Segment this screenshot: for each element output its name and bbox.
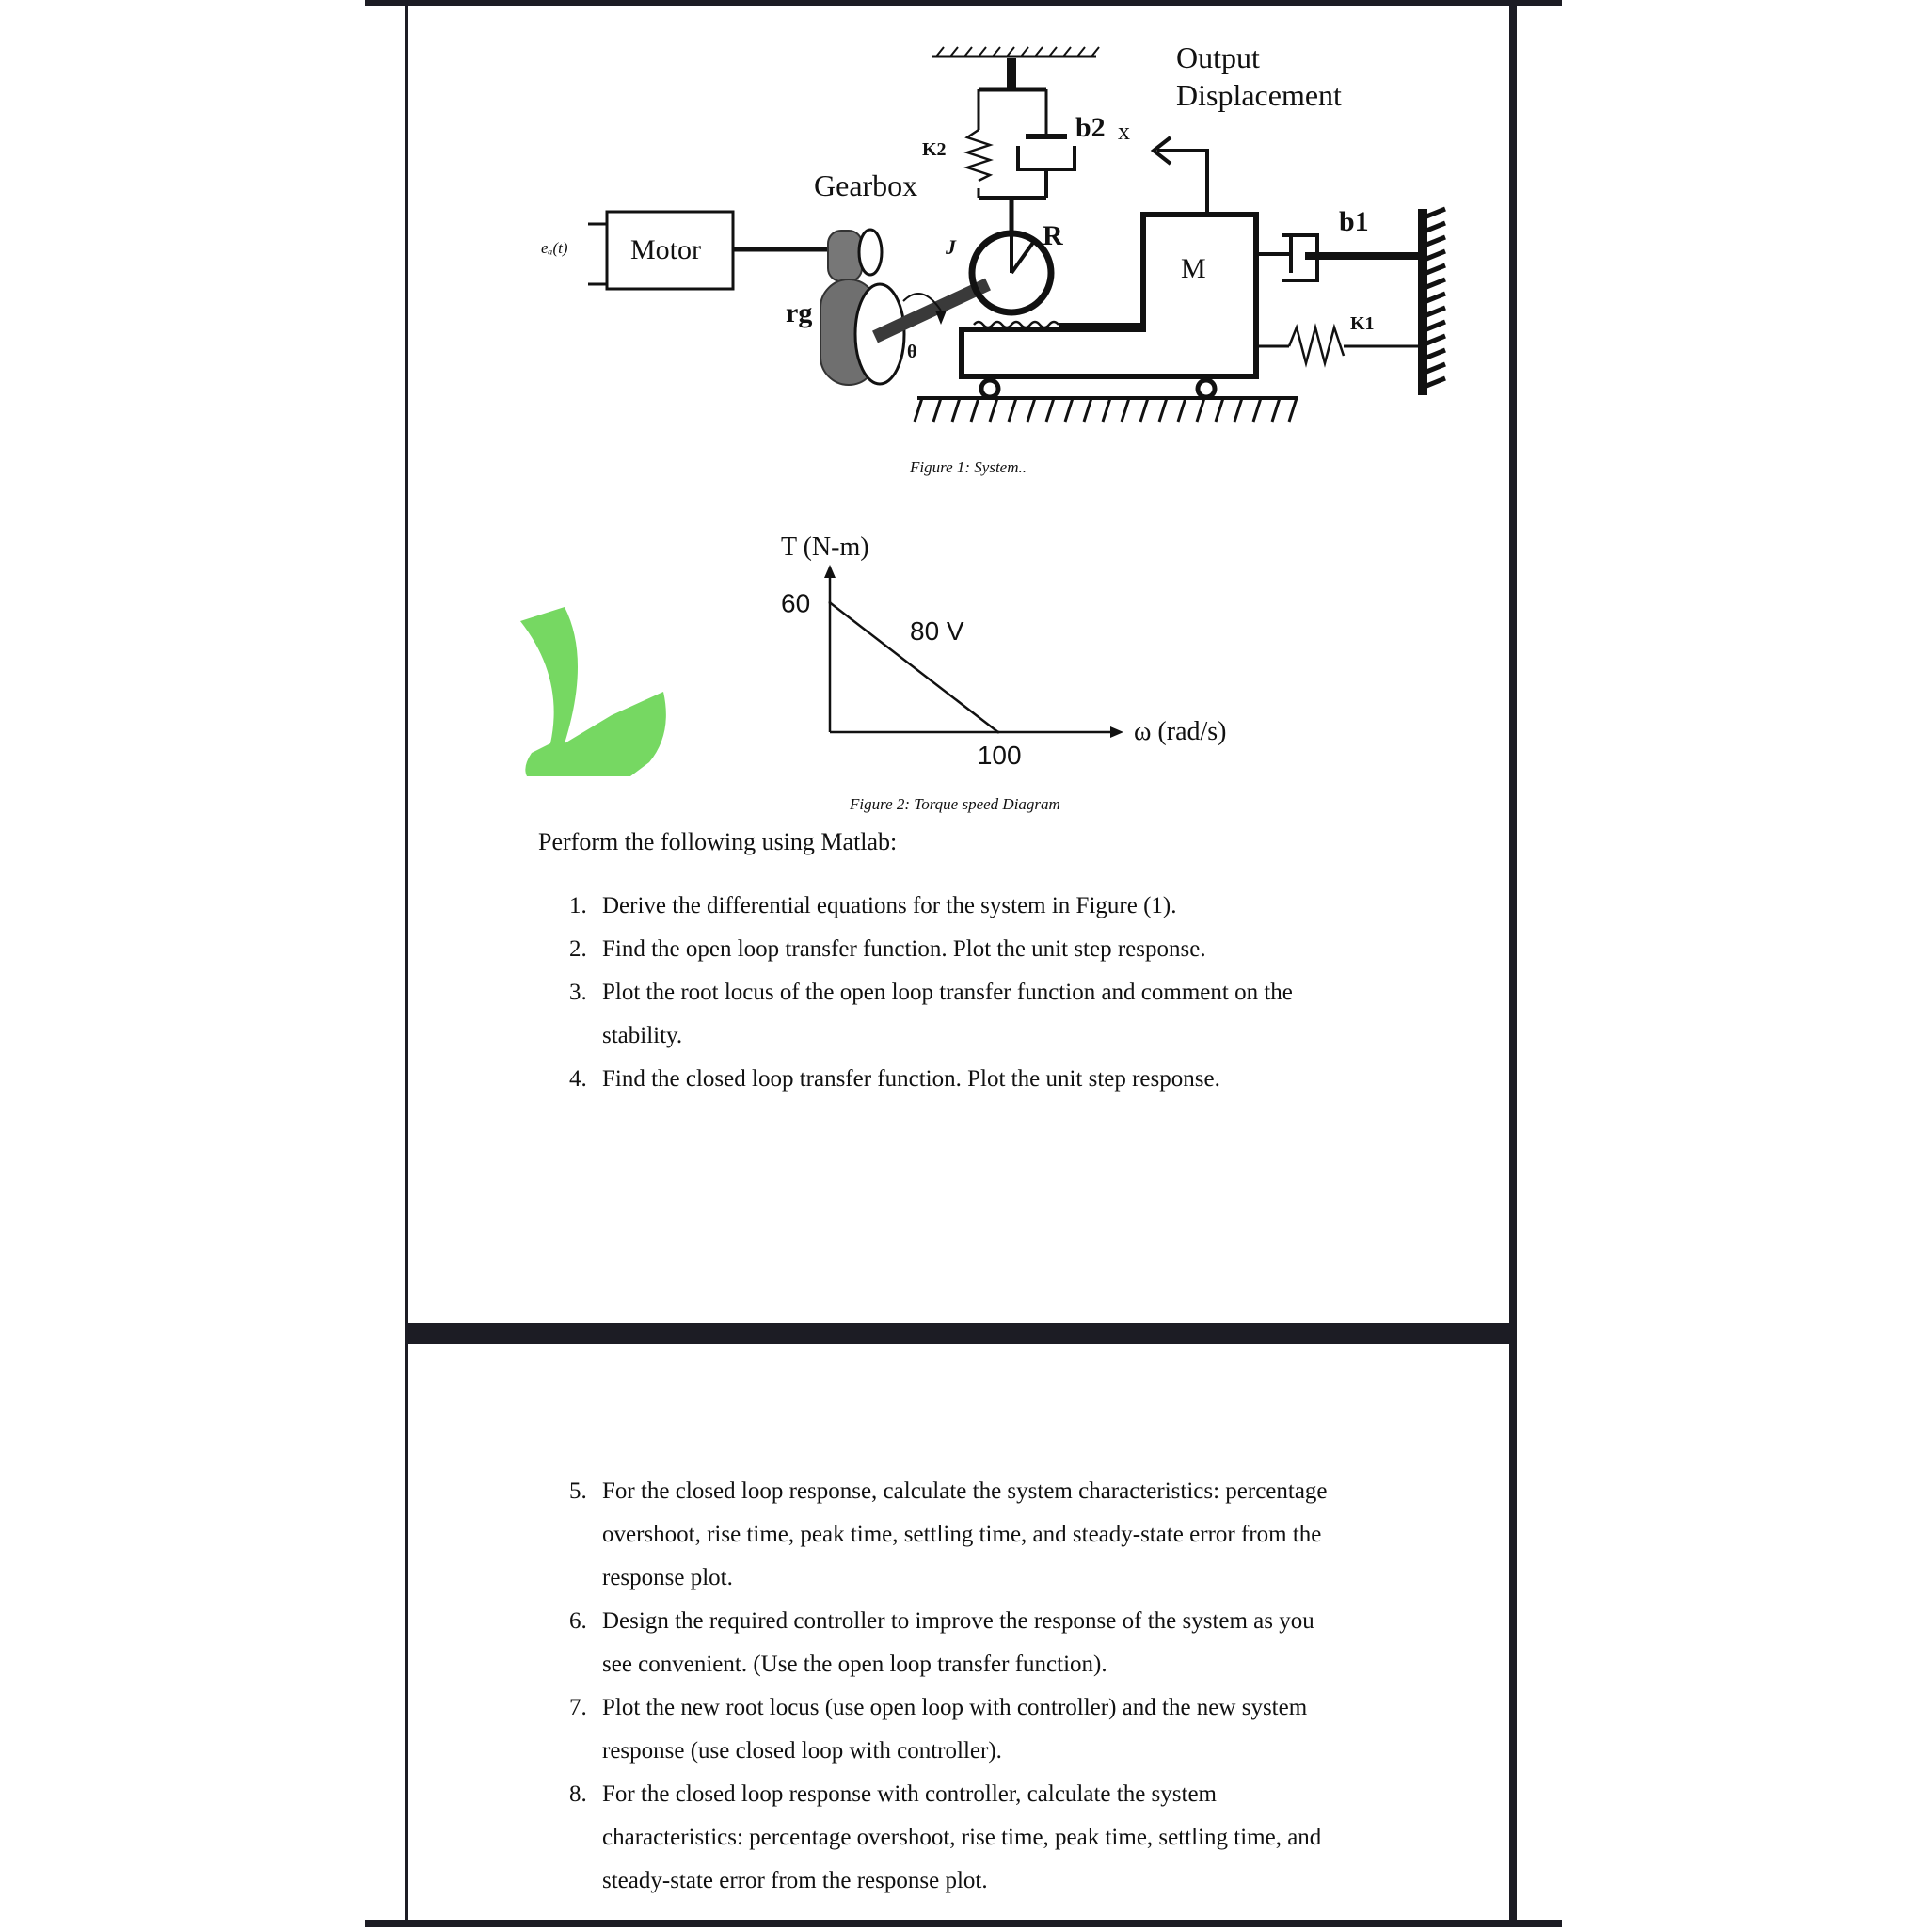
task-text-line: steady-state error from the response plot.	[602, 1868, 988, 1893]
task-number: 6.	[569, 1608, 587, 1634]
x-label: x	[1118, 118, 1130, 145]
figure-1-caption: Figure 1: System..	[910, 458, 1027, 476]
task-number: 1.	[569, 893, 587, 918]
task-text-line: Design the required controller to improve the response of the system as you	[602, 1608, 1314, 1634]
chart-y-label: T (N-m)	[781, 533, 869, 562]
chart-data-point	[829, 601, 832, 604]
task-text-line: characteristics: percentage overshoot, rise time, peak time, settling time, and	[602, 1825, 1322, 1850]
chart-x-label: ω (rad/s)	[1134, 717, 1227, 746]
figure-2-caption: Figure 2: Torque speed Diagram	[850, 795, 1060, 813]
instructions-intro: Perform the following using Matlab:	[538, 828, 898, 855]
task-number: 8.	[569, 1781, 587, 1807]
task-text-line: For the closed loop response, calculate the system characteristics: percentage	[602, 1478, 1328, 1504]
chart-series-annotation: 80 V	[910, 616, 964, 646]
output-label-line2: Displacement	[1176, 78, 1342, 112]
task-text-line: Derive the differential equations for the system in Figure (1).	[602, 893, 1177, 918]
m-label: M	[1181, 253, 1206, 284]
k1-label: K1	[1350, 313, 1375, 334]
chart-data-point	[996, 731, 999, 734]
output-label-line1: Output	[1176, 40, 1260, 74]
b2-label: b2	[1075, 112, 1106, 143]
task-number: 5.	[569, 1478, 587, 1504]
k2-label: K2	[922, 139, 947, 160]
rg-label: rg	[786, 297, 813, 328]
task-number: 7.	[569, 1695, 587, 1720]
task-number: 3.	[569, 980, 587, 1005]
task-text-line: Find the open loop transfer function. Plot the unit step response.	[602, 936, 1206, 962]
task-text-line: see convenient. (Use the open loop transfer function).	[602, 1652, 1107, 1677]
chart-y-tick-label: 60	[781, 588, 811, 618]
page-separator	[405, 1323, 1517, 1344]
gearbox-label: Gearbox	[814, 168, 918, 202]
r-label: R	[1043, 220, 1063, 251]
task-text-line: response (use closed loop with controller).	[602, 1738, 1002, 1764]
task-text-line: Find the closed loop transfer function. Plot the unit step response.	[602, 1066, 1220, 1092]
input-voltage-label: eₐ(t)	[541, 239, 568, 257]
task-text-line: For the closed loop response with controller, calculate the system	[602, 1781, 1217, 1807]
task-text-line: response plot.	[602, 1565, 733, 1590]
task-text-line: stability.	[602, 1023, 683, 1048]
j-label: J	[946, 235, 956, 259]
task-text-line: Plot the root locus of the open loop transfer function and comment on the	[602, 980, 1293, 1005]
task-number: 4.	[569, 1066, 587, 1092]
motor-label: Motor	[630, 234, 701, 265]
b1-label: b1	[1339, 206, 1369, 237]
task-number: 2.	[569, 936, 587, 962]
theta-label: θ	[907, 342, 917, 362]
task-text-line: Plot the new root locus (use open loop with controller) and the new system	[602, 1695, 1308, 1720]
chart-x-tick-label: 100	[977, 741, 1022, 770]
task-text-line: overshoot, rise time, peak time, settling time, and steady-state error from the	[602, 1522, 1322, 1547]
